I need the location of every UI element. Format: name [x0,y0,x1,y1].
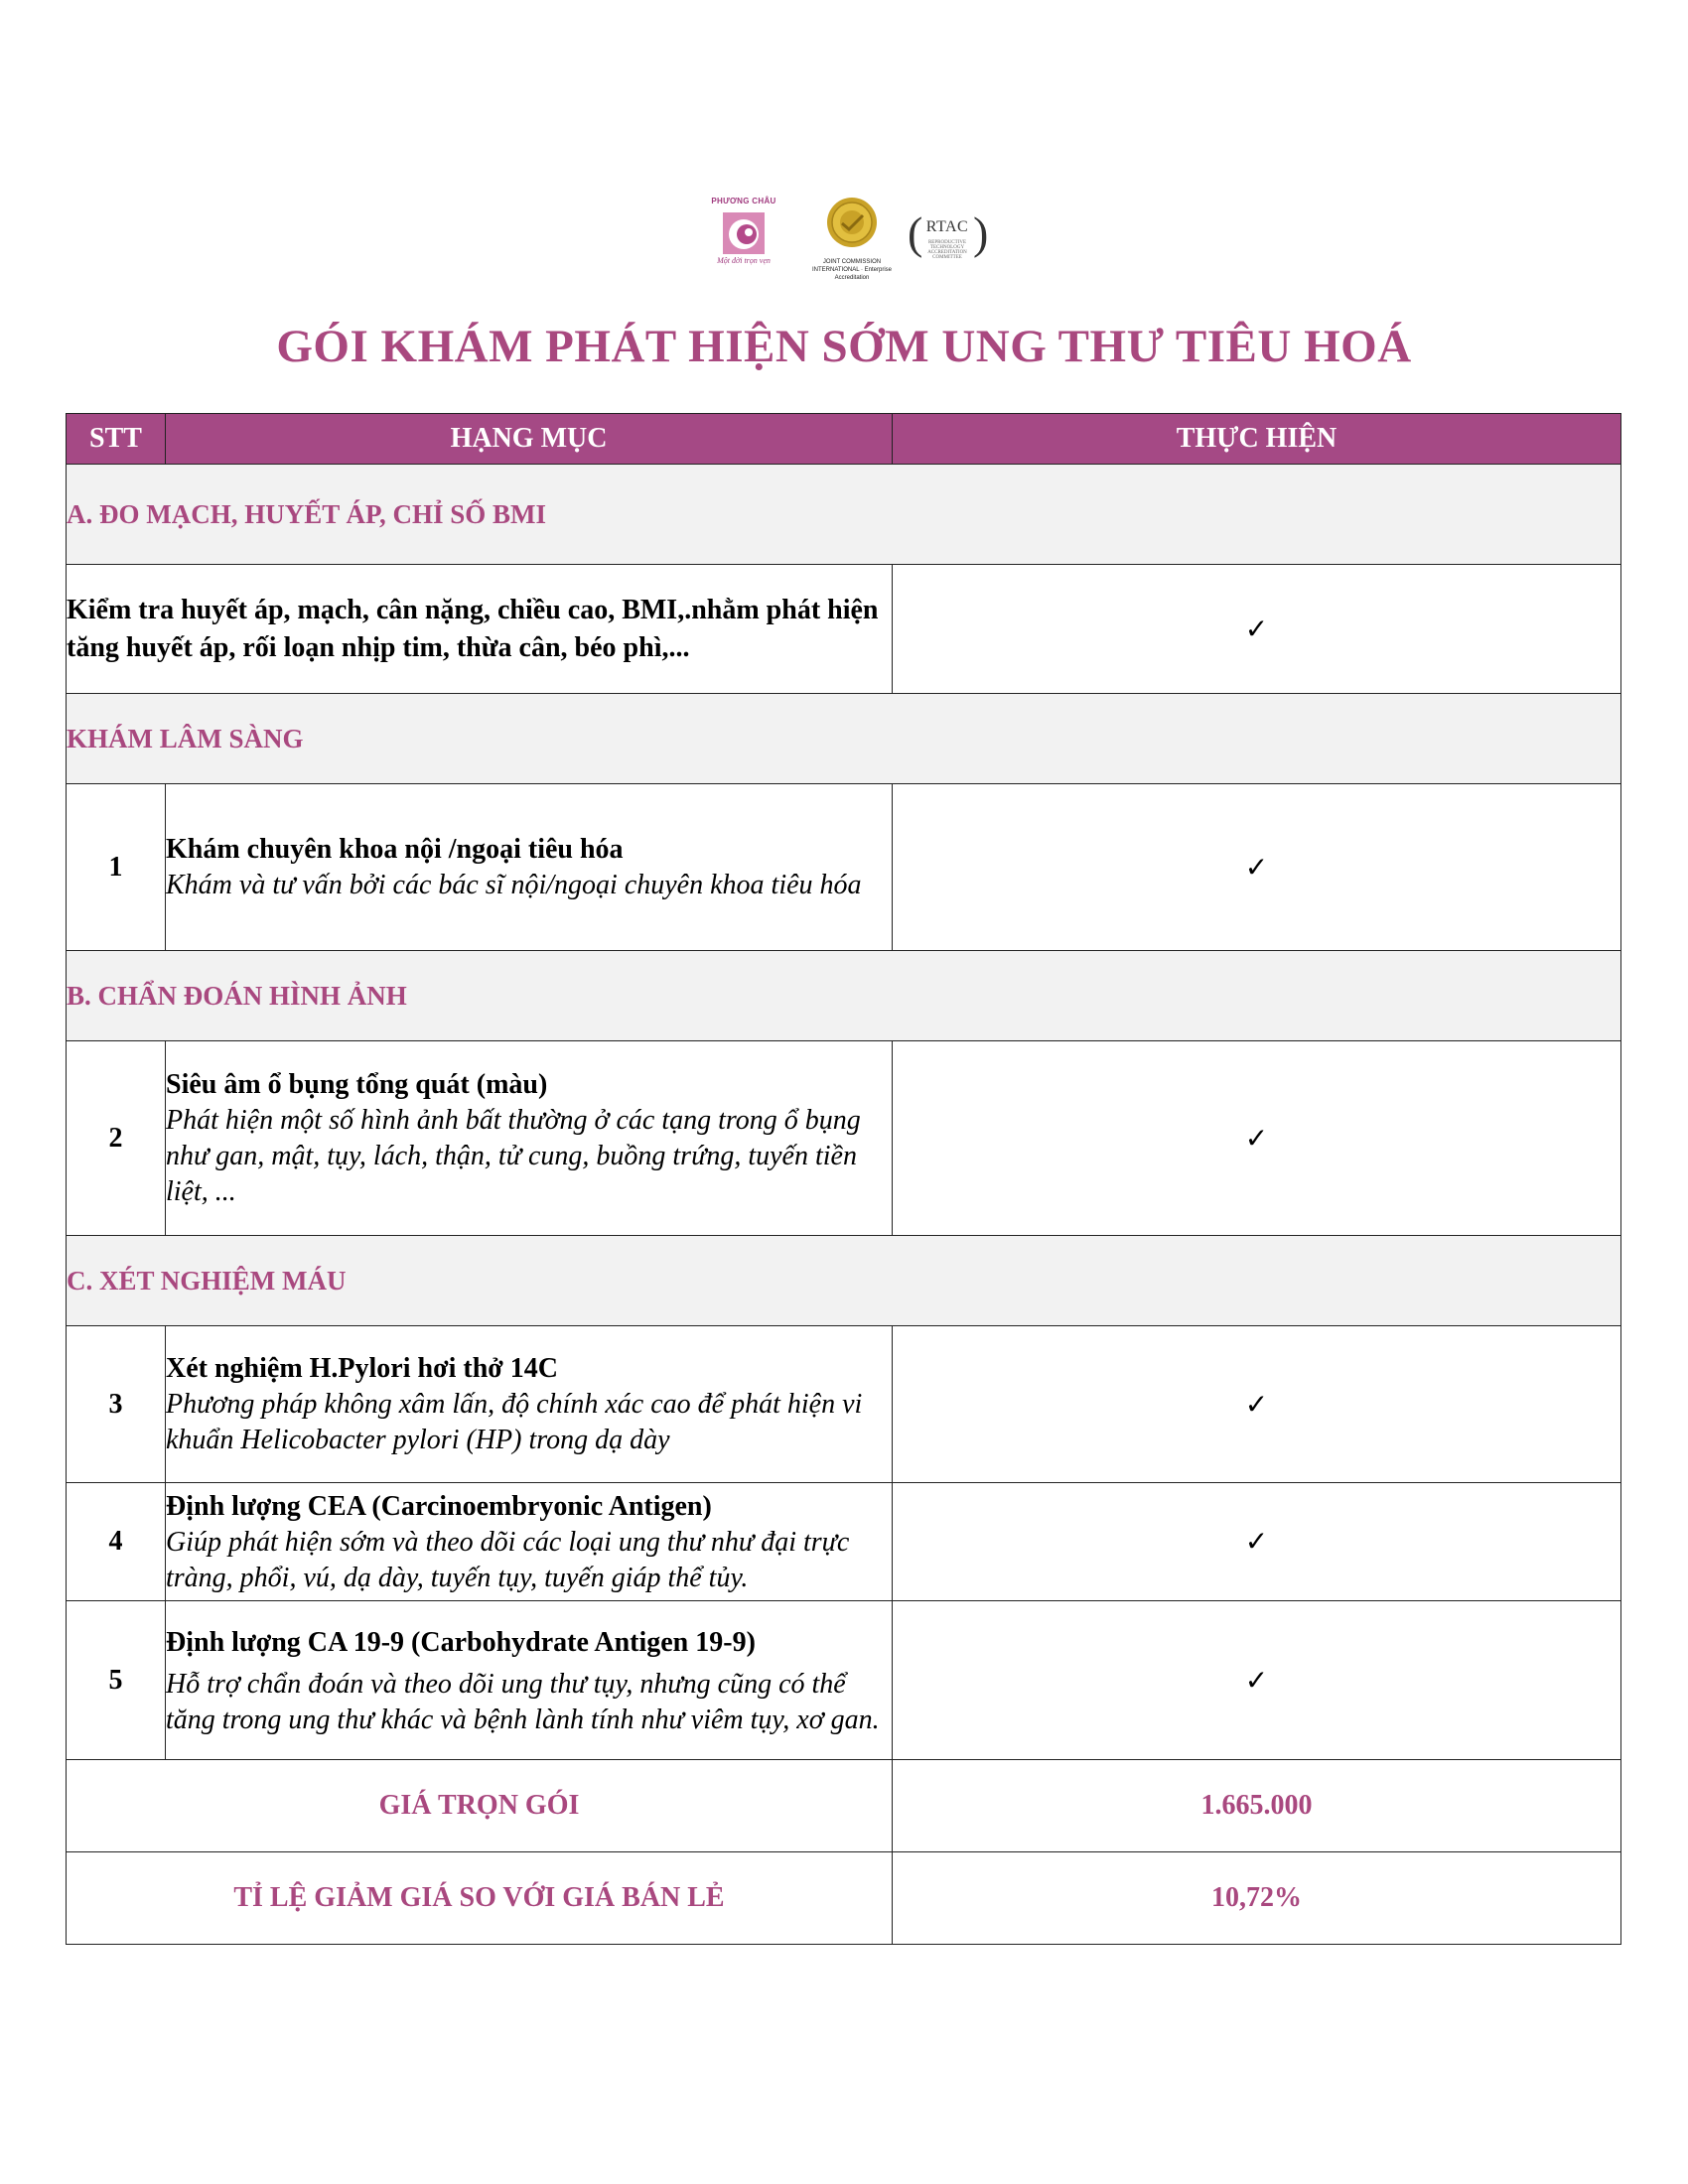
price-row [67,1760,1621,1852]
table-row [67,1483,1621,1601]
rtac-word: RTAC [925,218,969,235]
rtac-left-bracket-icon: ( [908,207,923,258]
item-cell [166,1601,893,1760]
header-done: THỰC HIỆN [893,414,1621,465]
item-description: Hỗ trợ chẩn đoán và theo dõi ung thư tụy, nhưng cũng có thể tăng trong ung thư khác và bệnh lành tính như viêm tụy, xơ gan. [166,1668,880,1735]
section-row-b [67,951,1621,1041]
price-label: GIÁ TRỌN GÓI [67,1760,893,1852]
row-number: 1 [67,784,166,951]
section-row-a [67,465,1621,565]
item-cell [166,1483,893,1601]
section-title-a: A. ĐO MẠCH, HUYẾT ÁP, CHỈ SỐ BMI [67,465,1621,565]
item-description: Phương pháp không xâm lấn, độ chính xác cao để phát hiện vi khuẩn Helicobacter pylori (HP) trong dạ dày [166,1388,863,1455]
check-icon: ✓ [893,1483,1621,1601]
header-stt: STT [67,414,166,465]
table-row [67,1041,1621,1236]
phuong-chau-emblem-icon [723,212,765,254]
header-item: HẠNG MỤC [166,414,893,465]
section-row-clinical [67,694,1621,784]
discount-row [67,1852,1621,1945]
row-number: 4 [67,1483,166,1601]
check-icon: ✓ [893,1601,1621,1760]
rtac-right-bracket-icon: ) [973,207,989,258]
item-name: Siêu âm ổ bụng tổng quát (màu) [166,1068,548,1100]
check-icon: ✓ [893,1326,1621,1483]
phuong-chau-logo [702,195,785,278]
row-number: 3 [67,1326,166,1483]
item-cell [166,1326,893,1483]
section-title-c: C. XÉT NGHIỆM MÁU [67,1236,1621,1326]
package-table [66,413,1621,1945]
check-icon: ✓ [893,784,1621,951]
jci-caption: JOINT COMMISSION INTERNATIONAL · Enterprise Accreditation [811,259,892,281]
item-name: Định lượng CA 19-9 (Carbohydrate Antigen 19-9) [166,1626,756,1658]
discount-label: TỈ LỆ GIẢM GIÁ SO VỚI GIÁ BÁN LẺ [67,1852,893,1945]
item-name: Khám chuyên khoa nội /ngoại tiêu hóa [166,833,624,865]
rtac-subtitle: REPRODUCTIVE TECHNOLOGY ACCREDITATION COMMITTEE [927,240,967,260]
row-number: 2 [67,1041,166,1236]
discount-value: 10,72% [893,1852,1621,1945]
item-name: Xét nghiệm H.Pylori hơi thở 14C [166,1352,558,1384]
section-title-b: B. CHẨN ĐOÁN HÌNH ẢNH [67,951,1621,1041]
logo-bar [0,195,1688,284]
table-row [67,784,1621,951]
item-description: Phát hiện một số hình ảnh bất thường ở các tạng trong ổ bụng như gan, mật, tụy, lách, thận, tử cung, buồng trứng, tuyến tiền liệt, ... [166,1104,861,1207]
table-row-bmi [67,565,1621,694]
price-value: 1.665.000 [893,1760,1621,1852]
check-icon: ✓ [893,1041,1621,1236]
phuong-chau-brand: PHƯƠNG CHÂU [711,197,776,205]
bmi-item-text: Kiểm tra huyết áp, mạch, cân nặng, chiều cao, BMI,.nhằm phát hiện tăng huyết áp, rối loạn nhịp tim, thừa cân, béo phì,... [67,565,893,694]
item-name: Định lượng CEA (Carcinoembryonic Antigen) [166,1491,712,1522]
section-row-c [67,1236,1621,1326]
item-description: Giúp phát hiện sớm và theo dõi các loại ung thư như đại trực tràng, phổi, vú, dạ dày, tuyến tụy, tuyến giáp thể tủy. [166,1527,850,1593]
item-description: Khám và tư vấn bởi các bác sĩ nội/ngoại chuyên khoa tiêu hóa [166,869,862,900]
rtac-logo [908,207,989,262]
page-title: GÓI KHÁM PHÁT HIỆN SỚM UNG THƯ TIÊU HOÁ [276,321,1412,372]
table-header-row [67,414,1621,465]
jci-logo [800,197,904,280]
item-cell [166,1041,893,1236]
section-title-clinical: KHÁM LÂM SÀNG [67,694,1621,784]
check-icon: ✓ [893,565,1621,694]
item-cell [166,784,893,951]
table-row [67,1326,1621,1483]
row-number: 5 [67,1601,166,1760]
jci-gold-seal-icon [826,197,878,248]
table-row [67,1601,1621,1760]
phuong-chau-slogan: Một đời trọn vẹn [717,256,771,265]
